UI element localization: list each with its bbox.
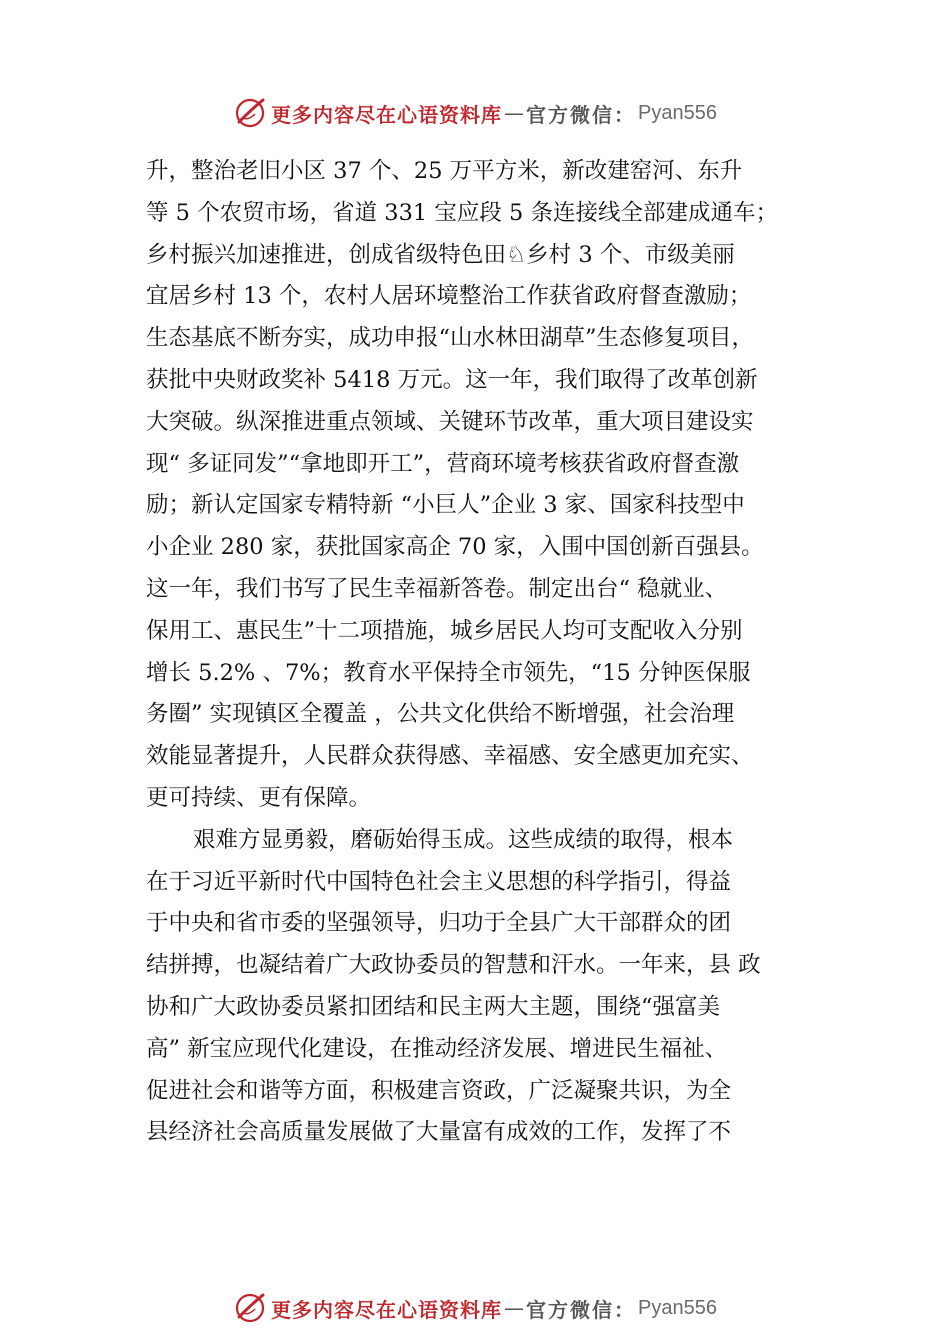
text-line: 保用工、惠民生”十二项措施，城乡居民人均可支配收入分别 xyxy=(146,617,743,644)
text-line: 效能显著提升，人民群众获得感、幸福感、安全感更加充实、 xyxy=(146,743,754,770)
header-watermark xyxy=(0,93,950,133)
document-body xyxy=(146,151,822,1154)
text-line: 小企业 280 家，获批国家高企 70 家，入围中国创新百强县。 xyxy=(146,534,764,561)
brush-seal-logo-icon xyxy=(233,96,267,130)
watermark-wechat-id: Pyan556 xyxy=(638,1296,717,1319)
paragraph-first-line: 艰难方显勇毅，磨砺始得玉成。这些成绩的取得，根本 xyxy=(193,826,734,853)
text-line: 结拼搏，也凝结着广大政协委员的智慧和汗水。一年来，县 政 xyxy=(146,952,761,979)
footer-watermark xyxy=(0,1288,950,1328)
text-line: 宜居乡村 13 个，农村人居环境整治工作获省政府督查激励； xyxy=(146,283,752,310)
text-line: 生态基底不断夯实，成功申报“山水林田湖草”生态修复项目， xyxy=(146,325,755,352)
text-line: 促进社会和谐等方面，积极建言资政，广泛凝聚共识，为全 xyxy=(146,1077,732,1104)
text-line: 获批中央财政奖补 5418 万元。这一年，我们取得了改革创新 xyxy=(146,366,758,393)
text-line: 升，整治老旧小区 37 个、25 万平方米，新改建窑河、东升 xyxy=(146,158,743,184)
watermark-dash: — xyxy=(504,1296,525,1320)
watermark-main-text: 更多内容尽在心语资料库 xyxy=(271,1297,503,1322)
text-line: 现“ 多证同发”“拿地即开工”，营商环境考核获省政府督查激 xyxy=(146,450,740,477)
watermark-wechat-id: Pyan556 xyxy=(638,101,717,124)
watermark-main-text: 更多内容尽在心语资料库 xyxy=(271,102,503,127)
text-line: 务圈” 实现镇区全覆盖 ，公共文化供给不断增强，社会治理 xyxy=(146,701,735,728)
text-line: 于中央和省市委的坚强领导，归功于全县广大干部群众的团 xyxy=(146,910,732,937)
text-line: 增长 5.2% 、7%；教育水平保持全市领先，“15 分钟医保服 xyxy=(146,659,751,686)
text-line: 协和广大政协委员紧扣团结和民主两大主题，围绕“强富美 xyxy=(146,993,721,1020)
watermark-note: 官方微信： xyxy=(526,1297,637,1322)
text-line: 这一年，我们书写了民生幸福新答卷。制定出台“ 稳就业、 xyxy=(146,575,728,602)
brush-seal-logo-icon xyxy=(233,1291,267,1325)
text-line: 等 5 个农贸市场，省道 331 宝应段 5 条连接线全部建成通车； xyxy=(146,199,778,226)
watermark-note: 官方微信： xyxy=(526,102,637,127)
text-line: 县经济社会高质量发展做了大量富有成效的工作，发挥了不 xyxy=(146,1119,732,1146)
text-line: 大突破。纵深推进重点领域、关键环节改革，重大项目建设实 xyxy=(146,408,754,435)
watermark-dash: — xyxy=(504,101,525,125)
text-line: 乡村振兴加速推进，创成省级特色田♘乡村 3 个、市级美丽 xyxy=(146,241,735,268)
text-line: 励；新认定国家专精特新 “小巨人”企业 3 家、国家科技型中 xyxy=(146,492,745,519)
text-line: 在于习近平新时代中国特色社会主义思想的科学指引，得益 xyxy=(146,868,732,895)
text-line: 高” 新宝应现代化建设，在推动经济发展、增进民生福祉、 xyxy=(146,1035,728,1062)
text-line: 更可持续、更有保障。 xyxy=(146,784,372,811)
